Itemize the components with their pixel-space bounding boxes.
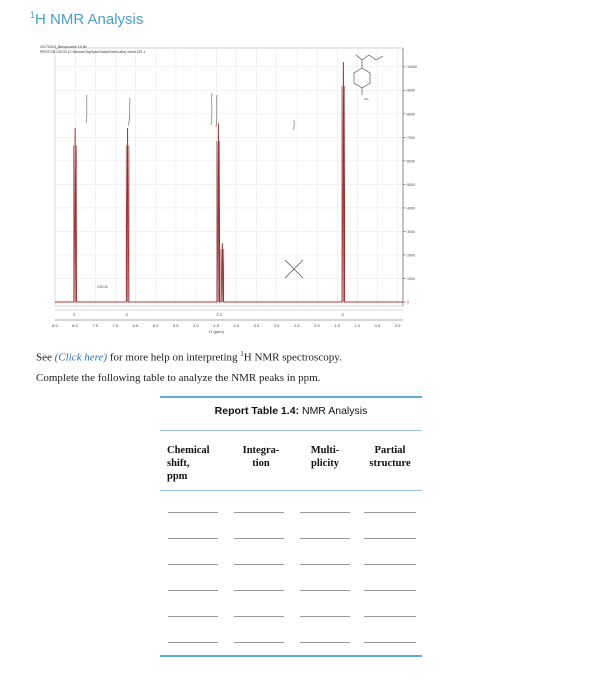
column-header-multiplicity — [302, 444, 348, 470]
x-tick-label: 8.5 — [52, 323, 58, 328]
answer-blank[interactable] — [234, 564, 284, 565]
x-tick-label: 7.0 — [112, 323, 119, 328]
answer-blank[interactable] — [168, 512, 218, 513]
answer-blank[interactable] — [234, 616, 284, 617]
answer-blank[interactable] — [300, 512, 350, 513]
x-tick-label: 2.5 — [293, 323, 300, 328]
col1-line1: Chemical — [167, 445, 210, 456]
x-tick-label: 6.0 — [152, 323, 159, 328]
integral-value: 3 — [341, 312, 344, 317]
instruction-text: Complete the following table to analyze the NMR peaks in ppm. — [36, 372, 321, 384]
col4-line1: Partial — [374, 445, 406, 456]
table-body-rule — [160, 490, 422, 491]
answer-blank[interactable] — [168, 564, 218, 565]
x-tick-labels — [52, 323, 401, 328]
y-tick-label: 0 — [407, 300, 409, 305]
table-header-rule — [160, 430, 422, 431]
x-tick-label: 0.0 — [394, 323, 401, 328]
x-tick-label: 1.0 — [354, 323, 361, 328]
nmr-spectrum — [20, 40, 420, 340]
see-prefix: See — [36, 351, 55, 364]
answer-blank[interactable] — [300, 564, 350, 565]
help-sentence — [36, 350, 342, 364]
answer-blank[interactable] — [364, 616, 416, 617]
nh2-label: NH₂ — [364, 97, 370, 101]
table-top-rule — [160, 396, 422, 398]
col2-line2: tion — [252, 458, 270, 469]
x-tick-label: 4.5 — [213, 323, 219, 328]
solvent-label: CDCl3 — [97, 285, 108, 289]
x-tick-label: 0.5 — [374, 323, 381, 328]
y-tick-label: 9000 — [407, 88, 415, 93]
spectrum-header-2: PROTON CDCl3 {C:\Bruker\TopSpin\Data\ChemLabs} chem129 1 — [40, 50, 146, 54]
answer-blank[interactable] — [234, 512, 284, 513]
integral-value: 2 — [73, 312, 76, 317]
answer-blank[interactable] — [234, 538, 284, 539]
x-tick-label: 6.5 — [132, 323, 139, 328]
x-tick-label: 4.0 — [233, 323, 240, 328]
y-tick-label: 4000 — [407, 206, 415, 211]
see-suffix: H NMR spectroscopy. — [243, 351, 342, 364]
x-tick-label: 8.0 — [72, 323, 78, 328]
y-tick-label: 2000 — [407, 253, 415, 258]
answer-blank[interactable] — [300, 642, 350, 643]
x-tick-label: 3.5 — [253, 323, 260, 328]
page-title — [30, 10, 143, 28]
x-tick-label: 7.5 — [92, 323, 98, 328]
answer-blank[interactable] — [300, 538, 350, 539]
y-tick-label: 6000 — [407, 159, 415, 164]
answer-blank[interactable] — [364, 642, 416, 643]
x-axis-label: f1 (ppm) — [209, 329, 224, 334]
answer-blank[interactable] — [300, 616, 350, 617]
table-bottom-rule — [160, 655, 422, 657]
title-text: H NMR Analysis — [35, 11, 144, 28]
y-tick-label: 1000 — [407, 276, 415, 281]
integral-value: 2 2 — [216, 312, 223, 317]
see-superscript: 1 — [240, 350, 244, 358]
y-tick-labels — [403, 48, 417, 306]
click-here-link[interactable]: (Click here) — [54, 351, 108, 364]
title-superscript: 1 — [30, 10, 36, 20]
answer-blank[interactable] — [168, 616, 218, 617]
y-tick-label: 7000 — [407, 135, 415, 140]
x-tick-label: 5.5 — [172, 323, 179, 328]
x-tick-label: 2.0 — [314, 323, 320, 328]
answer-blank[interactable] — [168, 642, 218, 643]
table-caption-bold: Report Table 1.4: — [214, 405, 300, 417]
table-caption-rest: NMR Analysis — [299, 405, 368, 417]
x-tick-label: 1.5 — [334, 323, 340, 328]
answer-blank[interactable] — [300, 590, 350, 591]
answer-blank[interactable] — [234, 642, 284, 643]
col3-line1: Multi- — [310, 445, 340, 456]
plot-frame — [55, 48, 403, 306]
answer-blank[interactable] — [168, 590, 218, 591]
column-header-chemical-shift — [167, 444, 210, 483]
x-tick-label: 3.0 — [273, 323, 280, 328]
spectrum-header-1: 20170424_Benzocaine.10.fid — [40, 45, 87, 49]
answer-blank[interactable] — [168, 538, 218, 539]
see-middle: for more help on interpreting — [107, 351, 241, 364]
table-caption — [160, 405, 422, 417]
integral-labels — [73, 312, 344, 317]
y-tick-label: 3000 — [407, 229, 415, 234]
col1-line3: ppm — [167, 471, 188, 482]
column-header-partial-structure — [362, 444, 418, 470]
col1-line2: shift, — [167, 458, 190, 469]
answer-blank[interactable] — [364, 564, 416, 565]
y-tick-label: 8000 — [407, 112, 415, 117]
column-header-integration — [238, 444, 284, 470]
answer-blank[interactable] — [234, 590, 284, 591]
x-tick-label: 5.0 — [193, 323, 199, 328]
col4-line2: structure — [369, 458, 411, 469]
y-tick-label: 5000 — [407, 182, 415, 187]
answer-blank[interactable] — [364, 512, 416, 513]
answer-blank[interactable] — [364, 590, 416, 591]
integral-value: 2 — [125, 312, 128, 317]
col3-line2: plicity — [311, 458, 339, 469]
y-tick-label: 10000 — [407, 65, 417, 70]
col2-line1: Integra- — [242, 445, 280, 456]
answer-blank[interactable] — [364, 538, 416, 539]
